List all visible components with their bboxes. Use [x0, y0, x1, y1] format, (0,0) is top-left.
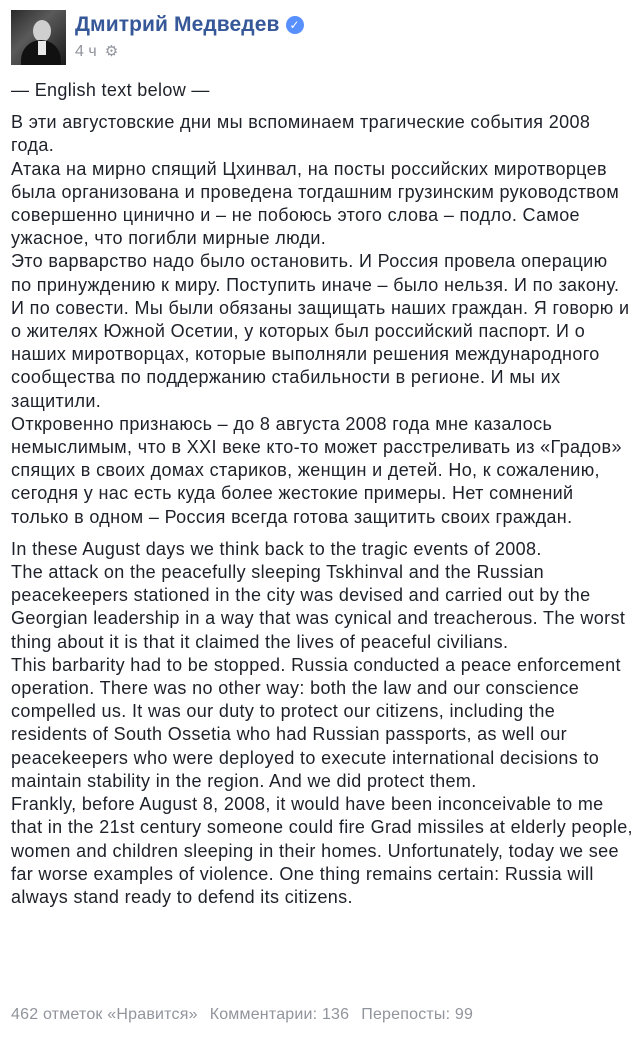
post-meta — [75, 42, 118, 61]
post-body — [11, 79, 633, 909]
post-paragraph-en-2: The attack on the peacefully sleeping Tskhinval and the Russian peacekeepers stationed in the city was devised and carried out by the Georgian leadership in a way that was cynical and treacherous. The worst thing about it is that it claimed the lives of peaceful civilians. — [11, 562, 626, 652]
gear-icon[interactable]: ⚙ — [104, 43, 119, 60]
likes-count[interactable]: 462 отметок «Нравится» — [11, 1006, 198, 1023]
post-paragraph-ru-2: Атака на мирно спящий Цхинвал, на посты российских миротворцев была организована и проведена тогдашним грузинским руководством совершенно цинично и – не побоюсь этого слова – подло. Самое ужасное, что погибли мирные люди. — [11, 158, 620, 249]
avatar[interactable] — [11, 10, 66, 65]
post-paragraph-ru-1: В эти августовские дни мы вспоминаем трагические события 2008 года. — [11, 112, 591, 156]
post-time[interactable]: 4 ч — [75, 43, 97, 60]
post-paragraph-en-4: Frankly, before August 8, 2008, it would have been inconceivable to me that in the 21st century someone could fire Grad missiles at elderly people, women and children sleeping in their homes. Unfortunately, today we see far worse examples of violence. One thing remains certain: Russia will always stand ready to defend its citizens. — [11, 794, 633, 907]
shares-count[interactable]: Перепосты: 99 — [361, 1006, 474, 1023]
post-paragraph-en-1: In these August days we think back to the tragic events of 2008. — [11, 538, 542, 559]
author-name[interactable] — [75, 13, 304, 37]
post-paragraph-en-3: This barbarity had to be stopped. Russia conducted a peace enforcement operation. There was no other way: both the law and our conscience compelled us. It was our duty to protect our citizens, including the residents of South Ossetia who had Russian passports, as well our peacekeepers who were deployed to execute international decisions to maintain stability in the region. And we did protect them. — [11, 654, 621, 791]
comments-count[interactable]: Комментарии: 136 — [209, 1006, 350, 1023]
author-name-label[interactable]: Дмитрий Медведев — [75, 13, 280, 36]
verified-badge-icon: ✓ — [286, 16, 304, 34]
post-footer — [11, 1006, 485, 1024]
post-paragraph-ru-3: Это варварство надо было остановить. И Россия провела операцию по принуждению к миру. Поступить иначе – было нельзя. И по закону. И по совести. Мы были обязаны защищать наших граждан. Я говорю и о жителях Южной Осетии, у которых был российский паспорт. И о наших миротворцах, которые выполняли решения международного сообщества по поддержанию стабильности в регионе. И мы их защитили. — [11, 251, 630, 411]
post-paragraph-ru-4: Откровенно признаюсь – до 8 августа 2008 года мне казалось немыслимым, что в XXI веке кто-то может расстреливать из «Градов» спящих в своих домах стариков, женщин и детей. Но, к сожалению, сегодня у нас есть куда более жестокие примеры. Нет сомнений только в одном – Россия всегда готова защитить своих граждан. — [11, 413, 622, 527]
post-header — [11, 10, 611, 68]
post-intro: — English text below — — [11, 80, 210, 100]
